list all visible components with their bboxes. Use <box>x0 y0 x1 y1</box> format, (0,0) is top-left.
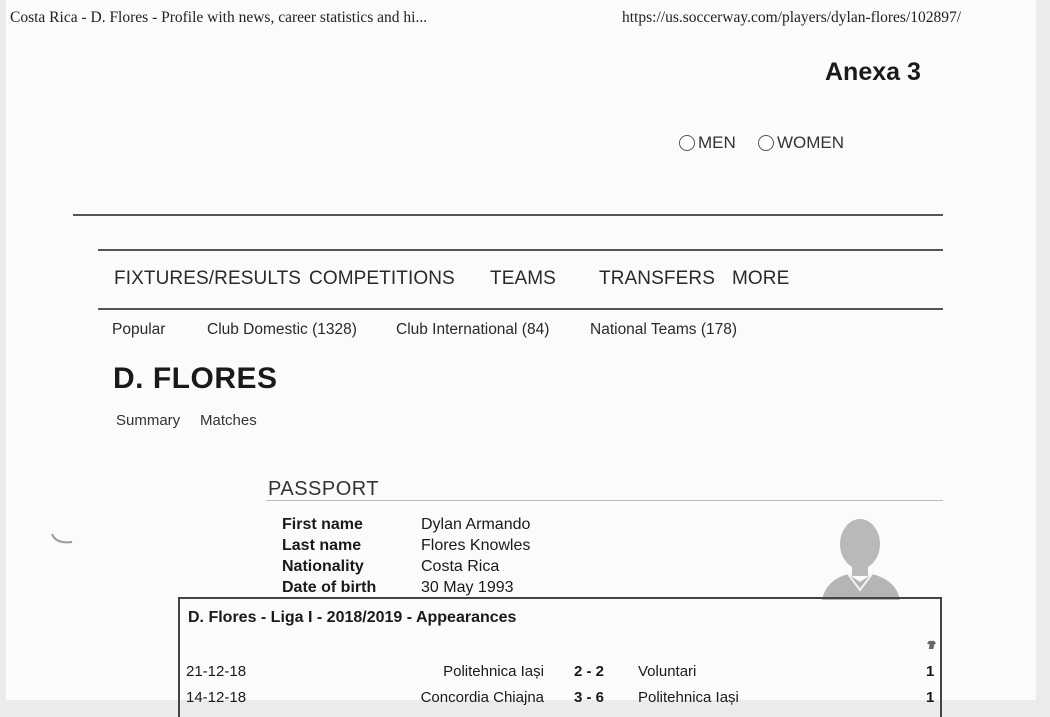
home-team[interactable]: Politehnica Iași <box>443 663 544 680</box>
loading-spinner-icon <box>50 528 76 550</box>
passport-label-last-name: Last name <box>282 537 362 554</box>
print-page-title: Costa Rica - D. Flores - Profile with news, career statistics and hi... <box>10 9 428 26</box>
match-date: 21-12-18 <box>186 663 247 680</box>
player-silhouette-icon <box>818 510 904 600</box>
tab-matches[interactable]: Matches <box>200 412 257 429</box>
passport-label-nationality: Nationality <box>282 558 364 575</box>
passport-label-first-name: First name <box>282 516 363 533</box>
divider <box>73 214 943 216</box>
appearances-table <box>178 597 942 717</box>
passport-divider <box>266 500 943 501</box>
scanned-page <box>6 0 1036 706</box>
nav-fixtures-results[interactable]: FIXTURES/RESULTS <box>114 268 302 289</box>
nav-more[interactable]: MORE <box>732 268 790 289</box>
passport-title: PASSPORT <box>268 478 380 500</box>
appearance-count: 1 <box>926 689 935 706</box>
radio-button-icon[interactable] <box>758 135 774 151</box>
nav-top-border <box>98 249 943 251</box>
nav-teams[interactable]: TEAMS <box>490 268 556 289</box>
gender-option-men[interactable] <box>679 133 736 153</box>
nav-transfers[interactable]: TRANSFERS <box>599 268 715 289</box>
nav-bottom-border <box>98 308 943 310</box>
gender-option-label: WOMEN <box>777 133 845 152</box>
subnav-national-teams[interactable]: National Teams (178) <box>590 321 738 338</box>
radio-button-icon[interactable] <box>679 135 695 151</box>
match-score[interactable]: 2 - 2 <box>574 663 605 680</box>
home-team[interactable]: Concordia Chiajna <box>420 689 544 706</box>
tab-summary[interactable]: Summary <box>116 412 181 429</box>
passport-value-last-name: Flores Knowles <box>421 537 531 554</box>
passport-value-nationality: Costa Rica <box>421 558 500 575</box>
match-date: 14-12-18 <box>186 689 247 706</box>
gender-option-women[interactable] <box>758 133 844 153</box>
appearances-title: D. Flores - Liga I - 2018/2019 - Appearances <box>188 609 517 626</box>
passport-label-date-of-birth: Date of birth <box>282 579 377 596</box>
shirt-icon <box>927 640 936 649</box>
nav-competitions[interactable]: COMPETITIONS <box>309 268 455 289</box>
gender-option-label: MEN <box>698 133 736 152</box>
passport-value-first-name: Dylan Armando <box>421 516 531 533</box>
subnav-club-international[interactable]: Club International (84) <box>396 321 550 338</box>
subnav-club-domestic[interactable]: Club Domestic (1328) <box>207 321 357 338</box>
match-score[interactable]: 3 - 6 <box>574 689 605 706</box>
print-page-url: https://us.soccerway.com/players/dylan-flores/102897/ <box>622 9 962 26</box>
subnav-popular[interactable]: Popular <box>112 321 166 338</box>
appearance-count: 1 <box>926 663 935 680</box>
player-name: D. FLORES <box>113 362 278 395</box>
away-team[interactable]: Voluntari <box>638 663 697 680</box>
passport-value-date-of-birth: 30 May 1993 <box>421 579 514 596</box>
annex-label: Anexa 3 <box>825 58 921 86</box>
away-team[interactable]: Politehnica Iași <box>638 689 739 706</box>
